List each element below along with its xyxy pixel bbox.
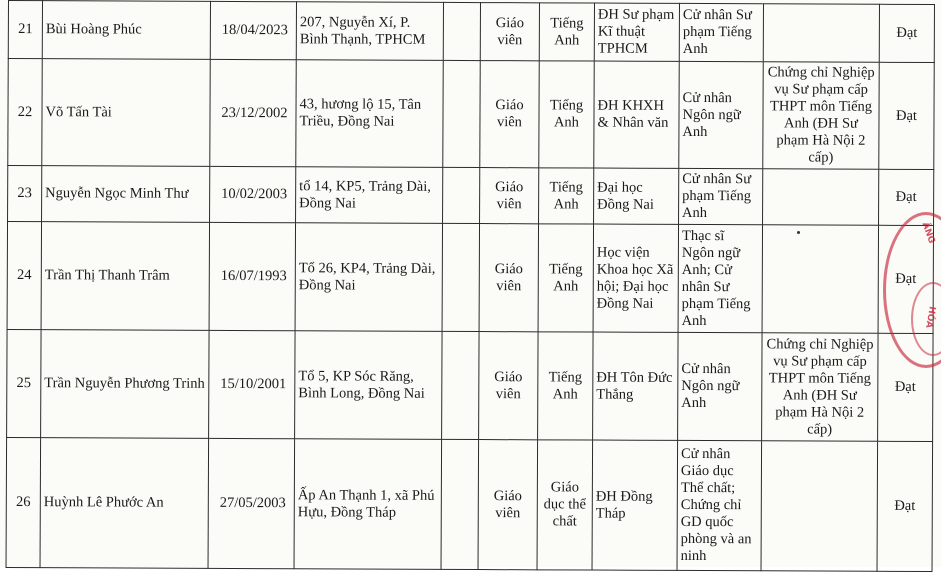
address-cell: 43, hương lộ 15, Tân Triều, Đồng Nai — [296, 60, 443, 168]
address-cell: 207, Nguyễn Xí, P. Bình Thạnh, TPHCM — [296, 2, 443, 61]
full-name-cell: Võ Tấn Tài — [42, 59, 210, 167]
result-cell: Đạt — [879, 62, 934, 169]
result-cell: Đạt — [878, 225, 933, 333]
full-name-cell: Trần Nguyễn Phương Trinh — [41, 330, 209, 439]
subject-cell: Giáo dục thể chất — [537, 440, 593, 570]
note-cell — [443, 2, 480, 60]
table-row — [8, 1, 934, 63]
row-number-cell: 23 — [8, 166, 42, 222]
full-name-cell: Trần Thị Thanh Trâm — [41, 222, 209, 331]
position-cell: Giáo viên — [480, 3, 539, 61]
row-number-cell: 25 — [7, 329, 41, 437]
certificate-cell — [763, 169, 879, 226]
full-name-cell: Bùi Hoàng Phúc — [42, 1, 210, 60]
row-number-cell: 26 — [6, 437, 41, 567]
address-cell: Tổ 26, KP4, Trảng Dài, Đồng Nai — [295, 223, 442, 332]
row-number-cell: 24 — [7, 222, 41, 330]
certificate-cell: Chứng chỉ Nghiệp vụ Sư phạm cấp THPT môn Tiếng Anh (ĐH Sư phạm Hà Nội 2 cấp) — [763, 62, 879, 170]
position-cell: Giáo viên — [479, 224, 538, 332]
date-of-birth-cell: 10/02/2003 — [210, 166, 296, 222]
degree-cell: Cử nhân Ngôn ngữ Anh — [679, 61, 763, 168]
table-row — [8, 59, 934, 170]
position-cell: Giáo viên — [480, 61, 539, 168]
date-of-birth-cell: 23/12/2002 — [210, 59, 296, 166]
table-row — [6, 437, 933, 571]
result-cell: Đạt — [879, 169, 934, 225]
candidate-table — [6, 0, 935, 572]
subject-cell: Tiếng Anh — [538, 224, 593, 332]
result-cell: Đạt — [878, 333, 933, 441]
ink-dot — [797, 231, 800, 234]
school-cell: ĐH Sư phạm Kĩ thuật TPHCM — [594, 3, 679, 61]
position-cell: Giáo viên — [478, 440, 538, 570]
degree-cell: Cử nhân Sư phạm Tiếng Anh — [679, 168, 763, 224]
date-of-birth-cell: 16/07/1993 — [209, 222, 295, 330]
date-of-birth-cell: 15/10/2001 — [209, 330, 295, 438]
school-cell: ĐH KHXH & Nhân văn — [594, 61, 679, 168]
note-cell — [443, 167, 480, 223]
note-cell — [442, 223, 479, 331]
subject-cell: Tiếng Anh — [539, 61, 594, 168]
position-cell: Giáo viên — [480, 168, 539, 224]
note-cell — [442, 331, 479, 439]
subject-cell: Tiếng Anh — [539, 168, 594, 224]
school-cell: ĐH Tôn Đức Thắng — [593, 332, 678, 440]
note-cell — [441, 439, 479, 569]
full-name-cell: Nguyễn Ngọc Minh Thư — [42, 166, 210, 223]
subject-cell: Tiếng Anh — [539, 3, 594, 61]
certificate-cell: Chứng chỉ Nghiệp vụ Sư phạm cấp THPT môn Tiếng Anh (ĐH Sư phạm Hà Nội 2 cấp) — [762, 333, 878, 442]
position-cell: Giáo viên — [479, 332, 538, 440]
address-cell: Tổ 5, KP Sóc Răng, Bình Long, Đồng Nai — [295, 331, 442, 440]
result-cell: Đạt — [879, 4, 934, 62]
school-cell: Học viện Khoa học Xã hội; Đại học Đồng Nai — [593, 224, 678, 332]
certificate-cell — [761, 441, 878, 572]
degree-cell: Cử nhân Ngôn ngữ Anh — [678, 332, 762, 440]
table-row — [7, 329, 933, 441]
address-cell: tổ 14, KP5, Trảng Dài, Đồng Nai — [296, 167, 443, 224]
address-cell: Ấp An Thạnh 1, xã Phú Hựu, Đồng Tháp — [294, 439, 442, 570]
degree-cell: Thạc sĩ Ngôn ngữ Anh; Cử nhân Sư phạm Tiếng Anh — [678, 224, 762, 332]
degree-cell: Cử nhân Sư phạm Tiếng Anh — [679, 3, 763, 61]
row-number-cell: 21 — [8, 1, 42, 59]
school-cell: ĐH Đồng Tháp — [592, 440, 678, 570]
table-row — [7, 222, 933, 334]
table-row — [8, 166, 934, 226]
stamp-text-fragment: ẤNG — [919, 221, 937, 245]
school-cell: Đại học Đồng Nai — [594, 168, 679, 224]
degree-cell: Cử nhân Giáo dục Thể chất; Chứng chỉ GD quốc phòng và an ninh — [677, 440, 762, 570]
date-of-birth-cell: 27/05/2003 — [208, 438, 295, 568]
full-name-cell: Huỳnh Lê Phước An — [40, 438, 209, 569]
stamp-text-fragment: HÓA — [923, 305, 937, 329]
result-cell: Đạt — [877, 441, 933, 571]
certificate-cell — [762, 225, 878, 334]
certificate-cell — [763, 4, 879, 63]
note-cell — [443, 60, 480, 167]
date-of-birth-cell: 18/04/2023 — [210, 1, 296, 59]
row-number-cell: 22 — [8, 59, 42, 166]
subject-cell: Tiếng Anh — [538, 332, 593, 440]
